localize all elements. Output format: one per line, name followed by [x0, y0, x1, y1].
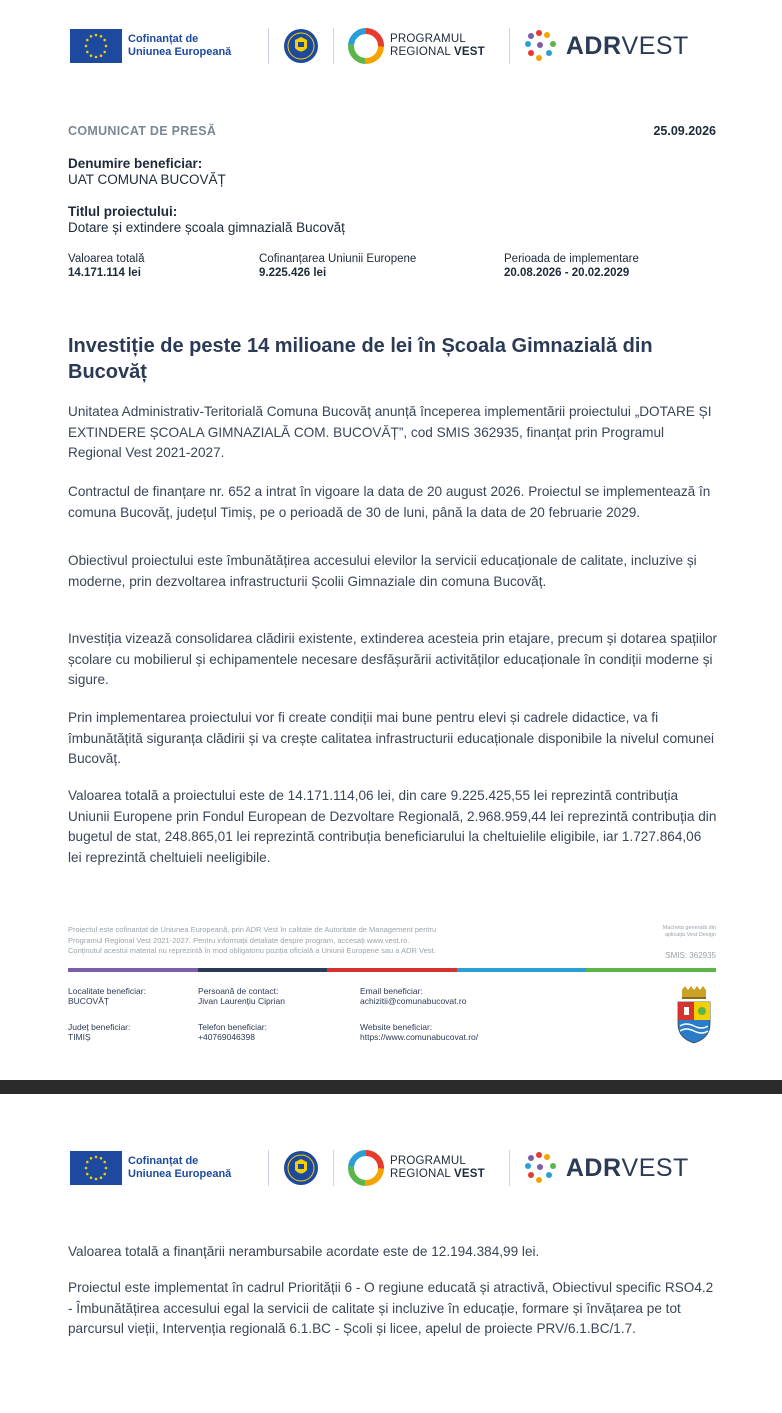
prv-logo-text: PROGRAMUL REGIONAL VEST	[390, 33, 485, 58]
contact-email: Email beneficiar: achizitii@comunabucovat.ro	[360, 986, 467, 1006]
document-page-2	[0, 1094, 782, 1413]
project-title-value: Dotare și extindere școala gimnazială Bucovăț	[68, 220, 345, 235]
eu-cofinanced-text: Cofinanțat de Uniunea Europeană	[128, 33, 232, 58]
prv-logo-icon	[348, 1150, 384, 1186]
eu-cofinanced-text: Cofinanțat de Uniunea Europeană	[128, 1155, 232, 1180]
implementation-period-label: Perioada de implementare	[504, 253, 639, 265]
contact-locality: Localitate beneficiar: BUCOVĂȚ	[68, 986, 146, 1006]
paragraph: Contractul de finanțare nr. 652 a intrat în vigoare la data de 20 august 2026. Proiectul se implementează în comuna Bucovăț, județul Timiș, pe o perioadă de 30 de luni, până la data de 20 februarie 2029.	[68, 484, 711, 520]
total-value-label: Valoarea totală	[68, 253, 145, 265]
contact-county: Județ beneficiar: TIMIȘ	[68, 1022, 131, 1042]
commune-coat-of-arms-icon	[676, 986, 712, 1044]
paragraph: Unitatea Administrativ-Teritorială Comuna Bucovăț anunță începerea implementării proiectului „DOTARE ȘI EXTINDERE ȘCOALA GIMNAZIALĂ COM. BUCOVĂȚ”, cod SMIS 362935, finanțat prin Programul Regional Vest 2021-2027.	[68, 404, 712, 460]
adr-vest-logo-text: ADRVEST	[565, 31, 689, 60]
project-title-label: Titlul proiectului:	[68, 204, 178, 219]
logo-bar	[70, 24, 718, 68]
footer-disclaimer: Proiectul este cofinanțat de Uniunea Europeană, prin ADR Vest în calitate de Autoritate de Management pentru Programul Regional Vest 2021-2027. Pentru informații detaliate despre program, accesați www.vest.ro. Conținutul acestui material nu reprezintă în mod obligatoriu poziția oficială a Uniunii Europene sau a ADR Vest.	[68, 925, 437, 955]
adr-vest-logo-text: ADRVEST	[565, 1153, 689, 1182]
beneficiary-value: UAT COMUNA BUCOVĂȚ	[68, 172, 226, 187]
logo-bar	[70, 1146, 718, 1190]
contact-person: Persoană de contact: Jivan Laurențiu Ciprian	[198, 986, 285, 1006]
total-value: 14.171.114 lei	[68, 267, 141, 279]
footer-generated-note: Macheta generată din aplicația Vest Design	[662, 925, 716, 938]
eu-cofinancing-label: Cofinanțarea Uniunii Europene	[259, 253, 417, 265]
paragraph: Prin implementarea proiectului vor fi create condiții mai bune pentru elevi și cadrele didactice, va fi îmbunătățită siguranța clădirii și va crește calitatea infrastructurii educaționale disponibile la nivelul comunei Bucovăț.	[68, 710, 715, 766]
eu-cofinancing-value: 9.225.426 lei	[259, 267, 327, 279]
eu-flag-icon	[70, 1151, 122, 1185]
contact-phone: Telefon beneficiar: +40769046398	[198, 1022, 267, 1042]
paragraph: Proiectul este implementat în cadrul Priorității 6 - O regiune educată și atractivă, Obiectivul specific RSO4.2 - Îmbunătățirea accesului egal la servicii de calitate și incluzive în educație, formare și învățarea pe tot parcursul vieții, Intervenția regională 6.1.BC - Școli și licee, apelul de proiecte PRV/6.1.BC/1.7.	[68, 1280, 714, 1336]
government-seal-icon	[283, 28, 319, 64]
implementation-period-value: 20.08.2026 - 20.02.2029	[504, 267, 630, 279]
footer-smis-code: SMIS: 362935	[665, 951, 716, 960]
email-link[interactable]: achizitii@comunabucovat.ro	[360, 996, 467, 1006]
press-release-label: COMUNICAT DE PRESĂ	[68, 124, 217, 138]
prv-logo-icon	[348, 28, 384, 64]
beneficiary-label: Denumire beneficiar:	[68, 156, 203, 171]
government-seal-icon	[283, 1150, 319, 1186]
page-break	[0, 1080, 782, 1094]
adr-vest-logo-icon	[524, 29, 558, 63]
contact-website: Website beneficiar: https://www.comunabucovat.ro/	[360, 1022, 479, 1042]
eu-flag-icon	[70, 29, 122, 63]
paragraph: Investiția vizează consolidarea clădirii existente, extinderea acesteia prin etajare, precum și dotarea spațiilor școlare cu mobilierul și echipamentele necesare desfășurării activităților educaționale în condiții moderne și sigure.	[68, 631, 718, 687]
adr-vest-logo-icon	[524, 1151, 558, 1185]
website-link[interactable]: https://www.comunabucovat.ro/	[360, 1032, 479, 1042]
prv-logo-text: PROGRAMUL REGIONAL VEST	[390, 1155, 485, 1180]
press-release-date: 25.09.2026	[653, 124, 716, 138]
footer-color-stripe	[68, 968, 716, 972]
paragraph: Valoarea totală a finanțării nerambursabile acordate este de 12.194.384,99 lei.	[68, 1244, 540, 1259]
paragraph: Obiectivul proiectului este îmbunătățirea accesului elevilor la servicii educaționale de calitate, incluzive și moderne, prin dezvoltarea infrastructurii Școlii Gimnaziale din comuna Bucovăț.	[68, 553, 697, 589]
headline: Investiție de peste 14 milioane de lei în Școala Gimnazială din Bucovăț	[68, 335, 653, 383]
paragraph: Valoarea totală a proiectului este de 14.171.114,06 lei, din care 9.225.425,55 lei reprezintă contribuția Uniunii Europene prin Fondul European de Dezvoltare Regională, 2.968.959,44 lei reprezintă contribuția din bugetul de stat, 248.865,01 lei reprezintă contribuția beneficiarului la cheltuielile eligibile, iar 1.727.864,06 lei reprezintă cheltuieli neeligibile.	[68, 788, 717, 865]
